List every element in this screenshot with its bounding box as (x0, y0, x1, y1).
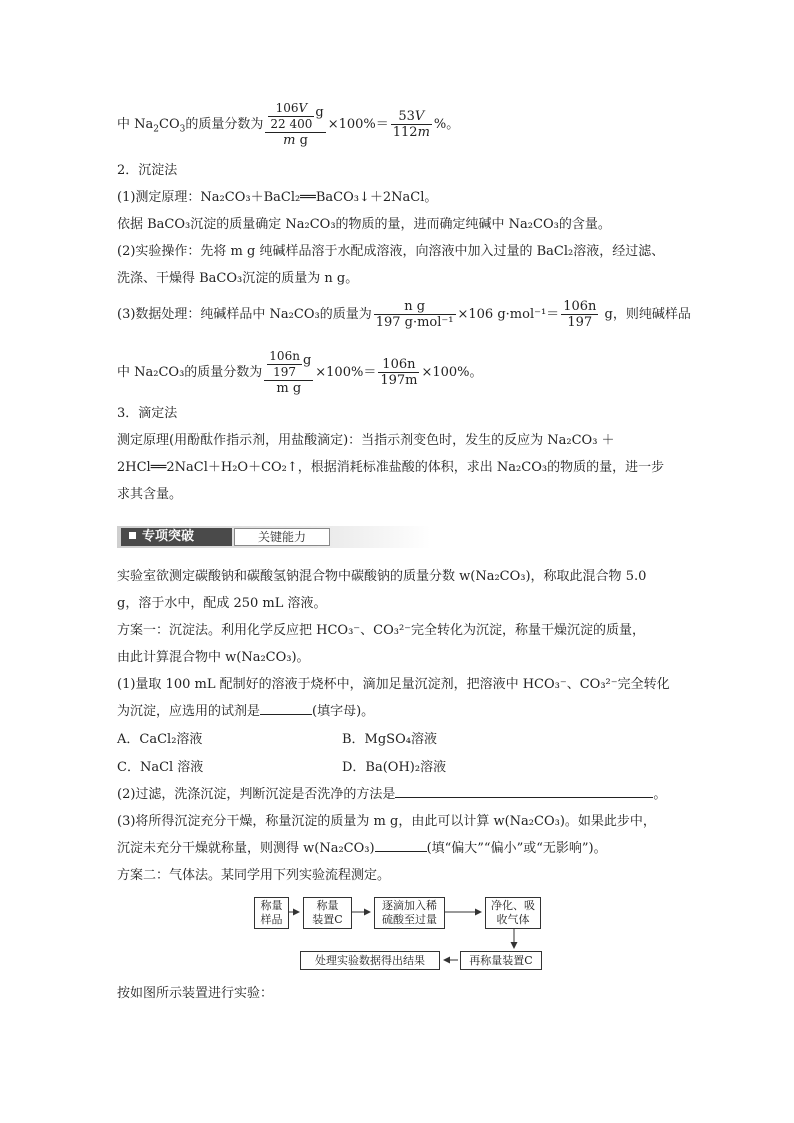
gas-method-result: 中 $Na_2CO_3$的质量分数为 $\frac{106V}{22 400}$ g m g ×100%＝ $\frac{53V}{112m}$ %。 (117, 101, 460, 148)
mf-inner-den: 197 (273, 365, 297, 379)
mf-prefix: 中 Na₂CO₃的质量分数为 (117, 365, 263, 380)
flow-process-data: 处理实验数据得出结果 (300, 951, 440, 970)
inner-numerator: 106 (275, 101, 299, 115)
mf-f2-den: 197m (380, 373, 418, 388)
flow-b2-l2: 装置C (312, 913, 343, 926)
plan-one-line-2: 由此计算混合物中 w(Na₂CO₃)。 (117, 650, 310, 665)
dp-f2-den: 197 (567, 315, 593, 330)
unit-g2: g (295, 133, 308, 148)
sec2-operation-1: (2)实验操作：先将 m g 纯碱样品溶于水配成溶液，向溶液中加入过量的 BaCl₂溶液，经过滤、 (117, 244, 665, 259)
option-a: A．CaCl₂溶液 (117, 732, 203, 747)
mf-inner-num: 106n (269, 349, 300, 363)
result-denominator: 112 (392, 125, 418, 140)
question-1-line-1: (1)量取 100 mL 配制好的溶液于烧杯中，滴加足量沉淀剂，把溶液中 HCO₃⁻、CO₃²⁻完全转化 (117, 677, 670, 692)
setup-instruction: 按如图所示装置进行实验： (117, 986, 274, 1001)
flow-b1-l2: 样品 (260, 913, 283, 926)
flow-b4-l1: 净化、吸 (491, 899, 535, 912)
var-v: V (298, 101, 308, 115)
times-100: ×100%＝ (327, 117, 389, 132)
section-tag-sub: 关键能力 (234, 528, 330, 546)
problem-line-2: g，溶于水中，配成 250 mL 溶液。 (117, 596, 327, 611)
plan-one-line-1: 方案一：沉淀法。利用化学反应把 HCO₃⁻、CO₃²⁻完全转化为沉淀，称量干燥沉淀的质量， (117, 623, 646, 638)
plan-two-line: 方案二：气体法。某同学用下列实验流程测定。 (117, 868, 391, 883)
var-m: m (283, 133, 296, 148)
flow-weigh-device-c (303, 897, 352, 929)
option-b: B．MgSO₄溶液 (342, 732, 437, 747)
q3-text: 沉淀未充分干燥就称量，则测得 w(Na₂CO₃) (117, 841, 375, 856)
sec2-principle: (1)测定原理：Na₂CO₃＋BaCl₂══BaCO₃↓＋2NaCl。 (117, 190, 438, 205)
dp-mid: ×106 g·mol⁻¹＝ (457, 307, 560, 322)
mf-f2-num: 106n (378, 357, 419, 373)
unit-g: g (315, 105, 324, 120)
option-d: D．Ba(OH)₂溶液 (342, 760, 447, 775)
dp-prefix: (3)数据处理：纯碱样品中 Na₂CO₃的质量为 (117, 307, 372, 322)
mf-denominator: m g (276, 381, 302, 396)
flow-absorb-gas (485, 897, 541, 929)
flow-b4-l2: 收气体 (496, 913, 530, 926)
sec3-line-2: 2HCl══2NaCl＋H₂O＋CO₂↑，根据消耗标准盐酸的体积，求出 Na₂CO₃的物质的量，进一步 (117, 460, 665, 475)
dp-f1-den: 197 g·mol⁻¹ (375, 315, 454, 330)
percent-tail: %。 (433, 117, 460, 132)
q1-text: 为沉淀，应选用的试剂是 (117, 704, 261, 719)
mf-mid: ×100%＝ (315, 365, 377, 380)
option-c: C．NaCl 溶液 (117, 760, 204, 775)
flow-b1-l1: 称量 (260, 899, 283, 912)
mf-post: ×100%。 (421, 365, 483, 380)
mf-unit-g: g (302, 353, 312, 368)
sec2-heading: 2．沉淀法 (117, 163, 178, 178)
flow-b2-l1: 称量 (316, 899, 339, 912)
q2-text: (2)过滤，洗涤沉淀，判断沉淀是否洗净的方法是 (117, 787, 396, 802)
q1-tail: (填字母)。 (312, 704, 375, 719)
sec2-basis: 依据 BaCO₃沉淀的质量确定 Na₂CO₃的物质的量，进而确定纯碱中 Na₂CO₃的含量。 (117, 217, 611, 232)
question-3-line-1: (3)将所得沉淀充分干燥，称量沉淀的质量为 m g，由此可以计算 w(Na₂CO₃)。如果此步中， (117, 814, 656, 829)
sec3-line-3: 求其含量。 (117, 487, 183, 502)
flow-reweigh-device-c: 再称量装置C (460, 951, 542, 970)
flow-weigh-sample (254, 897, 289, 929)
dp-f1-num: n g (374, 299, 456, 315)
problem-line-1: 实验室欲测定碳酸钠和碳酸氢钠混合物中碳酸钠的质量分数 w(Na₂CO₃)，称取此混合物 5.0 (117, 569, 647, 584)
flow-add-acid (374, 897, 445, 929)
sec3-heading: 3．滴定法 (117, 406, 178, 421)
section-tag-main-text: 专项突破 (142, 529, 195, 544)
sec2-operation-2: 洗涤、干燥得 BaCO₃沉淀的质量为 n g。 (117, 271, 359, 286)
sec3-line-1: 测定原理(用酚酞作指示剂，用盐酸滴定)：当指示剂变色时，发生的反应为 Na₂CO₃ ＋ (117, 433, 615, 448)
dp-f2-num: 106n (563, 299, 597, 314)
inner-denominator: 22 400 (270, 117, 313, 131)
text-label: 的质量分数为 (185, 117, 264, 132)
flow-b3-l1: 逐滴加入稀 (382, 899, 437, 912)
var-m-2: m (417, 125, 430, 140)
text-prefix: 中 Na (117, 117, 154, 132)
q2-tail: 。 (653, 787, 667, 802)
result-numerator: 53 (398, 109, 415, 124)
q3-tail: (填“偏大”“偏小”或“无影响”)。 (426, 841, 607, 856)
flow-b3-l2: 硫酸至过量 (382, 913, 437, 926)
dp-post: g，则纯碱样品 (600, 307, 691, 322)
var-v-2: V (414, 109, 425, 124)
text-mid: CO (159, 117, 180, 132)
